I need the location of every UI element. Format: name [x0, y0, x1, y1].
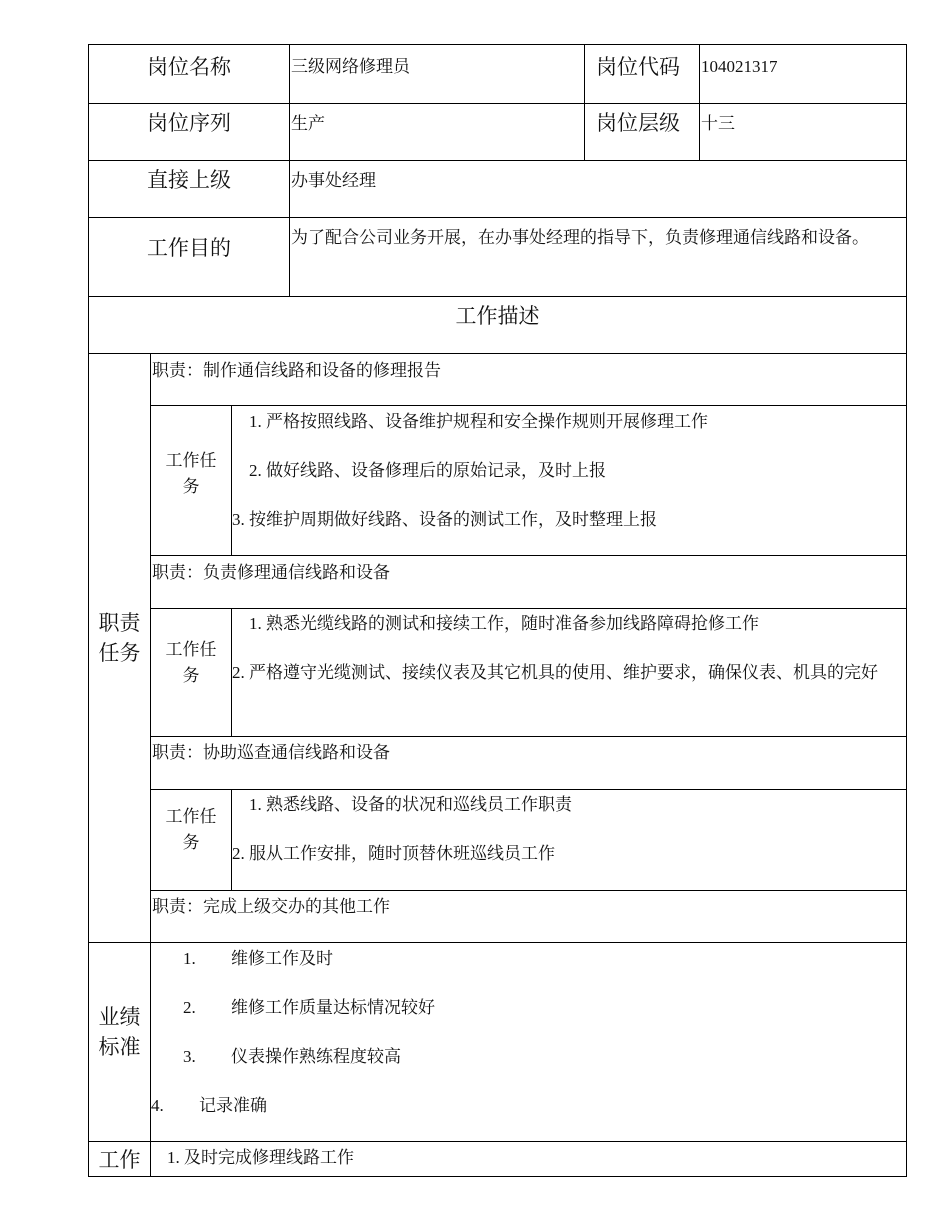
row-divider — [89, 160, 906, 161]
row-divider — [89, 353, 906, 354]
performance-label: 业绩 标准 — [98, 1005, 141, 1059]
row-divider — [89, 1141, 906, 1142]
purpose-value: 为了配合公司业务开展，在办事处经理的指导下，负责修理通信线路和设备。 — [291, 228, 869, 247]
row-divider — [150, 890, 906, 891]
task-item: 1. 熟悉光缆线路的测试和接续工作，随时准备参加线路障碍抢修工作 — [249, 614, 759, 633]
performance-item-number: 4. — [151, 1096, 164, 1115]
col-divider — [231, 789, 232, 890]
performance-item: 仪表操作熟练程度较高 — [231, 1047, 401, 1066]
row-divider — [150, 608, 906, 609]
task-item: 3. 按维护周期做好线路、设备的测试工作，及时整理上报 — [232, 510, 657, 529]
task-item: 2. 服从工作安排，随时顶替休班巡线员工作 — [232, 844, 555, 863]
performance-item: 维修工作质量达标情况较好 — [231, 998, 435, 1017]
duty-title: 职责：完成上级交办的其他工作 — [152, 897, 390, 916]
job-title-label: 岗位名称 — [147, 55, 231, 79]
row-divider — [89, 103, 906, 104]
task-item: 1. 严格按照线路、设备维护规程和安全操作规则开展修理工作 — [249, 412, 708, 431]
col-divider — [231, 405, 232, 555]
col-divider — [584, 45, 585, 160]
row-divider — [89, 296, 906, 297]
task-item: 2. 做好线路、设备修理后的原始记录，及时上报 — [249, 461, 606, 480]
performance-item-number: 2. — [183, 998, 196, 1017]
task-label: 工作任 务 — [165, 807, 217, 852]
work-item: 1. 及时完成修理线路工作 — [167, 1148, 354, 1167]
row-divider — [150, 736, 906, 737]
col-divider — [289, 45, 290, 296]
duty-title: 职责：制作通信线路和设备的修理报告 — [152, 361, 441, 380]
duty-title: 职责：负责修理通信线路和设备 — [152, 563, 390, 582]
job-level-label: 岗位层级 — [596, 111, 680, 135]
performance-item: 维修工作及时 — [231, 949, 333, 968]
performance-item: 记录准确 — [199, 1096, 267, 1115]
task-label: 工作任 务 — [165, 451, 217, 496]
performance-item-number: 1. — [183, 949, 196, 968]
job-series-label: 岗位序列 — [147, 111, 231, 135]
duty-title: 职责：协助巡查通信线路和设备 — [152, 743, 390, 762]
task-item: 1. 熟悉线路、设备的状况和巡线员工作职责 — [249, 795, 572, 814]
section-title: 工作描述 — [455, 304, 540, 328]
job-code-label: 岗位代码 — [596, 55, 680, 79]
performance-item-number: 3. — [183, 1047, 196, 1066]
purpose-label: 工作目的 — [147, 236, 231, 260]
row-divider — [150, 405, 906, 406]
col-divider — [699, 45, 700, 160]
row-divider — [150, 555, 906, 556]
job-level-value: 十三 — [701, 114, 735, 133]
job-title-value: 三级网络修理员 — [291, 57, 410, 76]
row-divider — [89, 217, 906, 218]
superior-value: 办事处经理 — [291, 171, 376, 190]
task-label: 工作任 务 — [165, 640, 217, 685]
job-series-value: 生产 — [291, 114, 325, 133]
row-divider — [89, 942, 906, 943]
superior-label: 直接上级 — [147, 168, 231, 192]
work-label: 工作 — [98, 1148, 141, 1172]
row-divider — [150, 789, 906, 790]
task-item: 2. 严格遵守光缆测试、接续仪表及其它机具的使用、维护要求，确保仪表、机具的完好 — [232, 663, 878, 682]
job-code-value: 104021317 — [701, 57, 778, 76]
duties-label: 职责 任务 — [98, 611, 141, 665]
job-description-table — [88, 44, 907, 1177]
